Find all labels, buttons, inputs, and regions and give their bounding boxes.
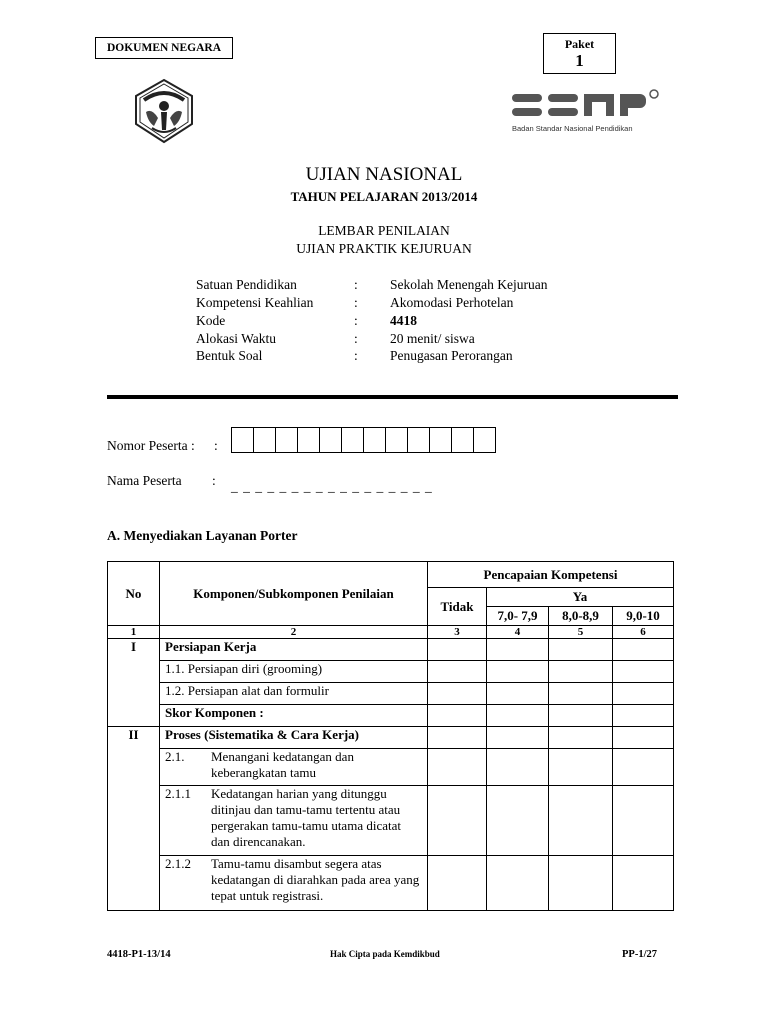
score-cell[interactable] <box>549 705 613 727</box>
score-label: Skor Komponen : <box>160 705 428 727</box>
digit-box[interactable] <box>386 428 408 452</box>
footer-page-number: PP-1/27 <box>622 949 657 960</box>
col-number: 4 <box>487 626 549 639</box>
subcomponent-text: Menangani kedatangan dan keberangkatan tamu <box>211 749 354 780</box>
category-title: Persiapan Kerja <box>160 639 428 661</box>
info-value: Penugasan Perorangan <box>390 348 513 363</box>
digit-box[interactable] <box>254 428 276 452</box>
participant-name-colon: : <box>212 473 216 488</box>
score-cell[interactable] <box>487 786 549 856</box>
col-number: 5 <box>549 626 613 639</box>
score-cell[interactable] <box>428 727 487 749</box>
digit-box[interactable] <box>408 428 430 452</box>
score-cell[interactable] <box>613 683 674 705</box>
info-colon: : <box>354 295 358 310</box>
subcomponent <box>160 749 428 786</box>
info-colon: : <box>354 331 358 346</box>
digit-box[interactable] <box>320 428 342 452</box>
participant-number-boxes[interactable] <box>231 427 496 453</box>
paket-box <box>543 33 616 74</box>
col-number: 1 <box>108 626 160 639</box>
score-cell[interactable] <box>428 683 487 705</box>
digit-box[interactable] <box>232 428 254 452</box>
subcomponent-number: 2.1. <box>165 749 185 764</box>
score-cell[interactable] <box>549 786 613 856</box>
score-cell[interactable] <box>428 856 487 911</box>
bsnp-caption: Badan Standar Nasional Pendidikan <box>512 124 633 133</box>
col-number: 2 <box>160 626 428 639</box>
score-cell[interactable] <box>487 727 549 749</box>
header-range-3: 9,0-10 <box>613 607 674 626</box>
info-key: Bentuk Soal <box>196 348 263 363</box>
digit-box[interactable] <box>342 428 364 452</box>
score-cell[interactable] <box>613 705 674 727</box>
subcomponent: 1.1. Persiapan diri (grooming) <box>160 661 428 683</box>
participant-number-colon: : <box>214 438 218 453</box>
participant-name-label: Nama Peserta <box>107 473 182 488</box>
academic-year: TAHUN PELAJARAN 2013/2014 <box>290 189 478 204</box>
info-colon: : <box>354 313 358 328</box>
score-cell[interactable] <box>487 683 549 705</box>
score-cell[interactable] <box>428 786 487 856</box>
participant-name-line[interactable]: _ _ _ _ _ _ _ _ _ _ _ _ _ _ _ _ _ <box>231 479 433 494</box>
score-cell[interactable] <box>549 727 613 749</box>
score-cell[interactable] <box>613 856 674 911</box>
header-range-1: 7,0- 7,9 <box>487 607 549 626</box>
info-value: Sekolah Menengah Kejuruan <box>390 277 548 292</box>
score-cell[interactable] <box>549 661 613 683</box>
score-cell[interactable] <box>613 749 674 786</box>
score-cell[interactable] <box>613 639 674 661</box>
score-cell[interactable] <box>487 661 549 683</box>
info-key: Satuan Pendidikan <box>196 277 297 292</box>
score-cell[interactable] <box>549 749 613 786</box>
score-cell[interactable] <box>549 856 613 911</box>
score-cell[interactable] <box>549 639 613 661</box>
score-cell[interactable] <box>428 661 487 683</box>
digit-box[interactable] <box>452 428 474 452</box>
score-cell[interactable] <box>487 856 549 911</box>
info-value: Akomodasi Perhotelan <box>390 295 514 310</box>
digit-box[interactable] <box>276 428 298 452</box>
subcomponent-text: Tamu-tamu disambut segera atas kedatangan di diarahkan pada area yang tepat untuk registrasi. <box>211 856 420 903</box>
subcomponent <box>160 856 428 911</box>
footer-code: 4418-P1-13/14 <box>107 949 171 960</box>
header-ya: Ya <box>487 588 674 607</box>
col-number: 6 <box>613 626 674 639</box>
category-number: II <box>108 727 160 911</box>
info-key: Kode <box>196 313 226 328</box>
paket-label: Paket <box>564 37 595 51</box>
score-cell[interactable] <box>428 639 487 661</box>
score-cell[interactable] <box>487 639 549 661</box>
score-cell[interactable] <box>428 705 487 727</box>
digit-box[interactable] <box>430 428 452 452</box>
score-cell[interactable] <box>549 683 613 705</box>
score-cell[interactable] <box>428 749 487 786</box>
paket-number: 1 <box>575 51 584 70</box>
subcomponent: 1.2. Persiapan alat dan formulir <box>160 683 428 705</box>
digit-box[interactable] <box>298 428 320 452</box>
subcomponent-number: 2.1.2 <box>165 856 191 871</box>
divider <box>107 395 678 399</box>
sheet-title: LEMBAR PENILAIAN <box>318 223 450 238</box>
exam-title: UJIAN NASIONAL <box>305 164 463 185</box>
assessment-table <box>107 561 674 911</box>
score-cell[interactable] <box>487 749 549 786</box>
digit-box[interactable] <box>364 428 386 452</box>
footer-copyright: Hak Cipta pada Kemdikbud <box>330 949 440 959</box>
subcomponent-number: 2.1.1 <box>165 786 191 801</box>
header-component: Komponen/Subkomponen Penilaian <box>160 562 428 626</box>
header-achievement: Pencapaian Kompetensi <box>428 562 674 588</box>
info-colon: : <box>354 277 358 292</box>
category-number: I <box>108 639 160 727</box>
info-key: Kompetensi Keahlian <box>196 295 314 310</box>
score-cell[interactable] <box>613 786 674 856</box>
header-range-2: 8,0-8,9 <box>549 607 613 626</box>
info-key: Alokasi Waktu <box>196 331 277 346</box>
subcomponent <box>160 786 428 856</box>
score-cell[interactable] <box>613 661 674 683</box>
participant-number-label: Nomor Peserta : <box>107 438 195 453</box>
info-value: 20 menit/ siswa <box>390 331 475 346</box>
category-title: Proses (Sistematika & Cara Kerja) <box>160 727 428 749</box>
tut-wuri-handayani-logo <box>130 78 198 144</box>
document-label: DOKUMEN NEGARA <box>95 37 233 59</box>
header-no: No <box>108 562 160 626</box>
header-tidak: Tidak <box>428 588 487 626</box>
digit-box[interactable] <box>474 428 496 452</box>
exam-type: UJIAN PRAKTIK KEJURUAN <box>296 241 472 256</box>
col-number: 3 <box>428 626 487 639</box>
info-colon: : <box>354 348 358 363</box>
info-value: 4418 <box>390 313 417 328</box>
score-cell[interactable] <box>487 705 549 727</box>
score-cell[interactable] <box>613 727 674 749</box>
section-title: A. Menyediakan Layanan Porter <box>107 528 298 543</box>
subcomponent-text: Kedatangan harian yang ditunggu ditinjau dan tamu-tamu tertentu atau pergerakan tamu-tamu utama dicatat dan direncanakan. <box>211 786 401 849</box>
